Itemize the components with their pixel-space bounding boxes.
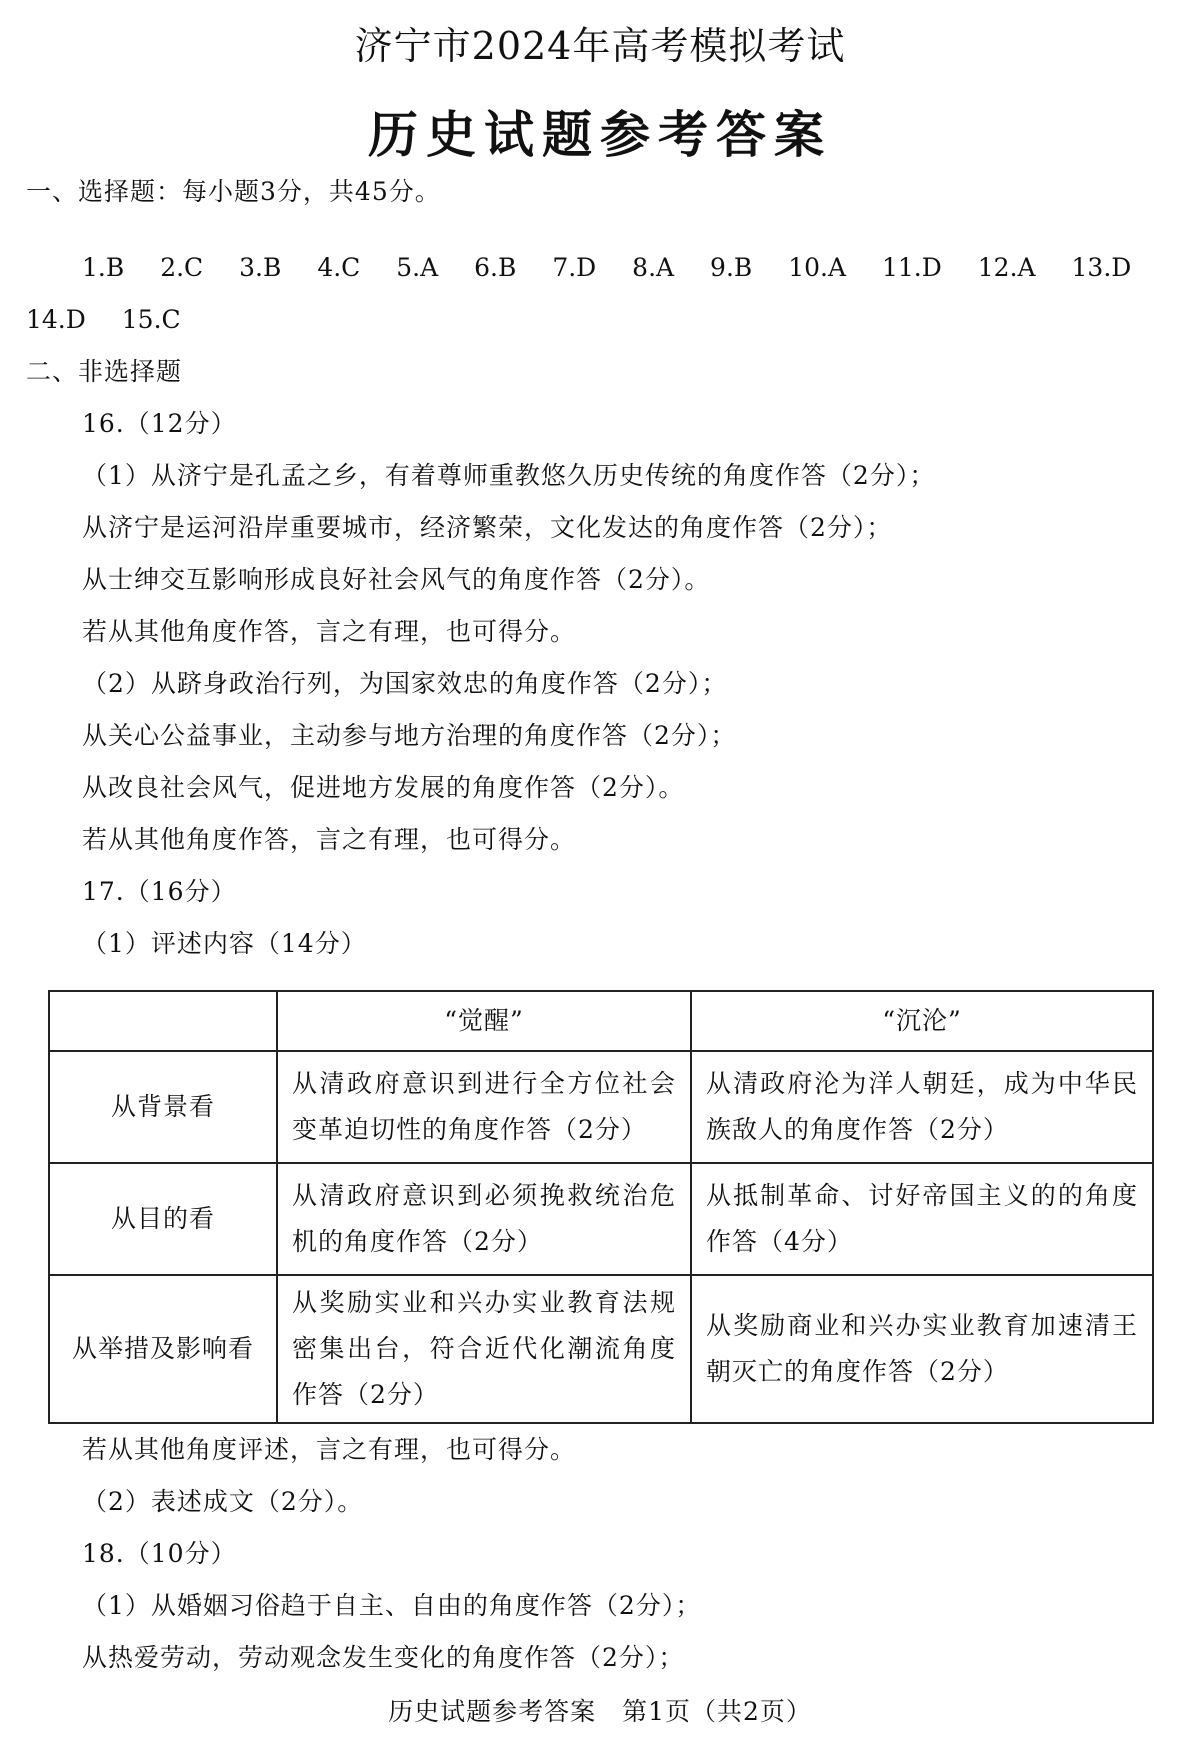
section1-heading: 一、选择题：每小题3分，共45分。	[26, 177, 441, 206]
table-header-cell: “觉醒”	[277, 991, 691, 1051]
q16-line: 从改良社会风气，促进地方发展的角度作答（2分）。	[82, 773, 685, 802]
sink-cell: 从清政府沦为洋人朝廷，成为中华民族敌人的角度作答（2分）	[691, 1051, 1153, 1163]
table-header-cell	[49, 991, 277, 1051]
q18-line: 从热爱劳动，劳动观念发生变化的角度作答（2分）；	[82, 1643, 685, 1672]
sink-cell: 从奖励商业和兴办实业教育加速清王朝灭亡的角度作答（2分）	[691, 1275, 1153, 1423]
q18-line: （1）从婚姻习俗趋于自主、自由的角度作答（2分）；	[82, 1591, 702, 1620]
answer-item: 15.C	[121, 305, 181, 334]
q17-note: 若从其他角度评述，言之有理，也可得分。	[82, 1435, 577, 1464]
answer-item: 11.D	[882, 253, 942, 282]
page-footer: 历史试题参考答案 第1页（共2页）	[388, 1697, 812, 1726]
evaluation-table	[48, 990, 1154, 1424]
awake-cell: 从清政府意识到必须挽救统治危机的角度作答（2分）	[277, 1163, 691, 1275]
q17-part1: （1）评述内容（14分）	[82, 929, 367, 958]
q17-part2: （2）表述成文（2分）。	[82, 1487, 364, 1516]
answer-item: 5.A	[396, 253, 439, 282]
answer-item: 12.A	[977, 253, 1036, 282]
q18-title: 18.（10分）	[82, 1539, 237, 1568]
row-label: 从背景看	[49, 1051, 277, 1163]
table-header-cell: “沉沦”	[691, 991, 1153, 1051]
row-label: 从目的看	[49, 1163, 277, 1275]
answer-item: 8.A	[632, 253, 675, 282]
q16-line: 从关心公益事业，主动参与地方治理的角度作答（2分）；	[82, 721, 737, 750]
choice-answers-row-2	[26, 302, 209, 338]
answer-item: 14.D	[26, 305, 86, 334]
exam-title: 济宁市2024年高考模拟考试	[354, 24, 846, 68]
q16-note: 若从其他角度作答，言之有理，也可得分。	[82, 617, 577, 646]
q16-line: （1）从济宁是孔孟之乡，有着尊师重教悠久历史传统的角度作答（2分）；	[82, 461, 936, 490]
awake-cell: 从奖励实业和兴办实业教育法规密集出台，符合近代化潮流角度作答（2分）	[277, 1275, 691, 1423]
answer-item: 1.B	[82, 253, 125, 282]
awake-cell: 从清政府意识到进行全方位社会变革迫切性的角度作答（2分）	[277, 1051, 691, 1163]
q17-title: 17.（16分）	[82, 877, 237, 906]
answer-item: 10.A	[788, 253, 847, 282]
row-label: 从举措及影响看	[49, 1275, 277, 1423]
answer-item: 4.C	[317, 253, 361, 282]
table-row	[49, 1275, 1153, 1423]
section2-heading: 二、非选择题	[26, 357, 183, 386]
answer-item: 6.B	[474, 253, 517, 282]
q16-title: 16.（12分）	[82, 409, 237, 438]
answer-item: 13.D	[1071, 253, 1132, 282]
choice-answers-row-1	[82, 250, 1159, 286]
q16-note: 若从其他角度作答，言之有理，也可得分。	[82, 825, 577, 854]
table-row	[49, 1051, 1153, 1163]
answer-item: 9.B	[710, 253, 753, 282]
table-header-row	[49, 991, 1153, 1051]
q16-line: 从士绅交互影响形成良好社会风气的角度作答（2分）。	[82, 565, 711, 594]
answer-item: 7.D	[552, 253, 597, 282]
answer-item: 2.C	[160, 253, 204, 282]
answer-item: 3.B	[239, 253, 282, 282]
q16-line: 从济宁是运河沿岸重要城市，经济繁荣，文化发达的角度作答（2分）；	[82, 513, 893, 542]
q16-line: （2）从跻身政治行列，为国家效忠的角度作答（2分）；	[82, 669, 728, 698]
document-title: 历史试题参考答案	[368, 106, 832, 164]
table-row	[49, 1163, 1153, 1275]
sink-cell: 从抵制革命、讨好帝国主义的的角度作答（4分）	[691, 1163, 1153, 1275]
